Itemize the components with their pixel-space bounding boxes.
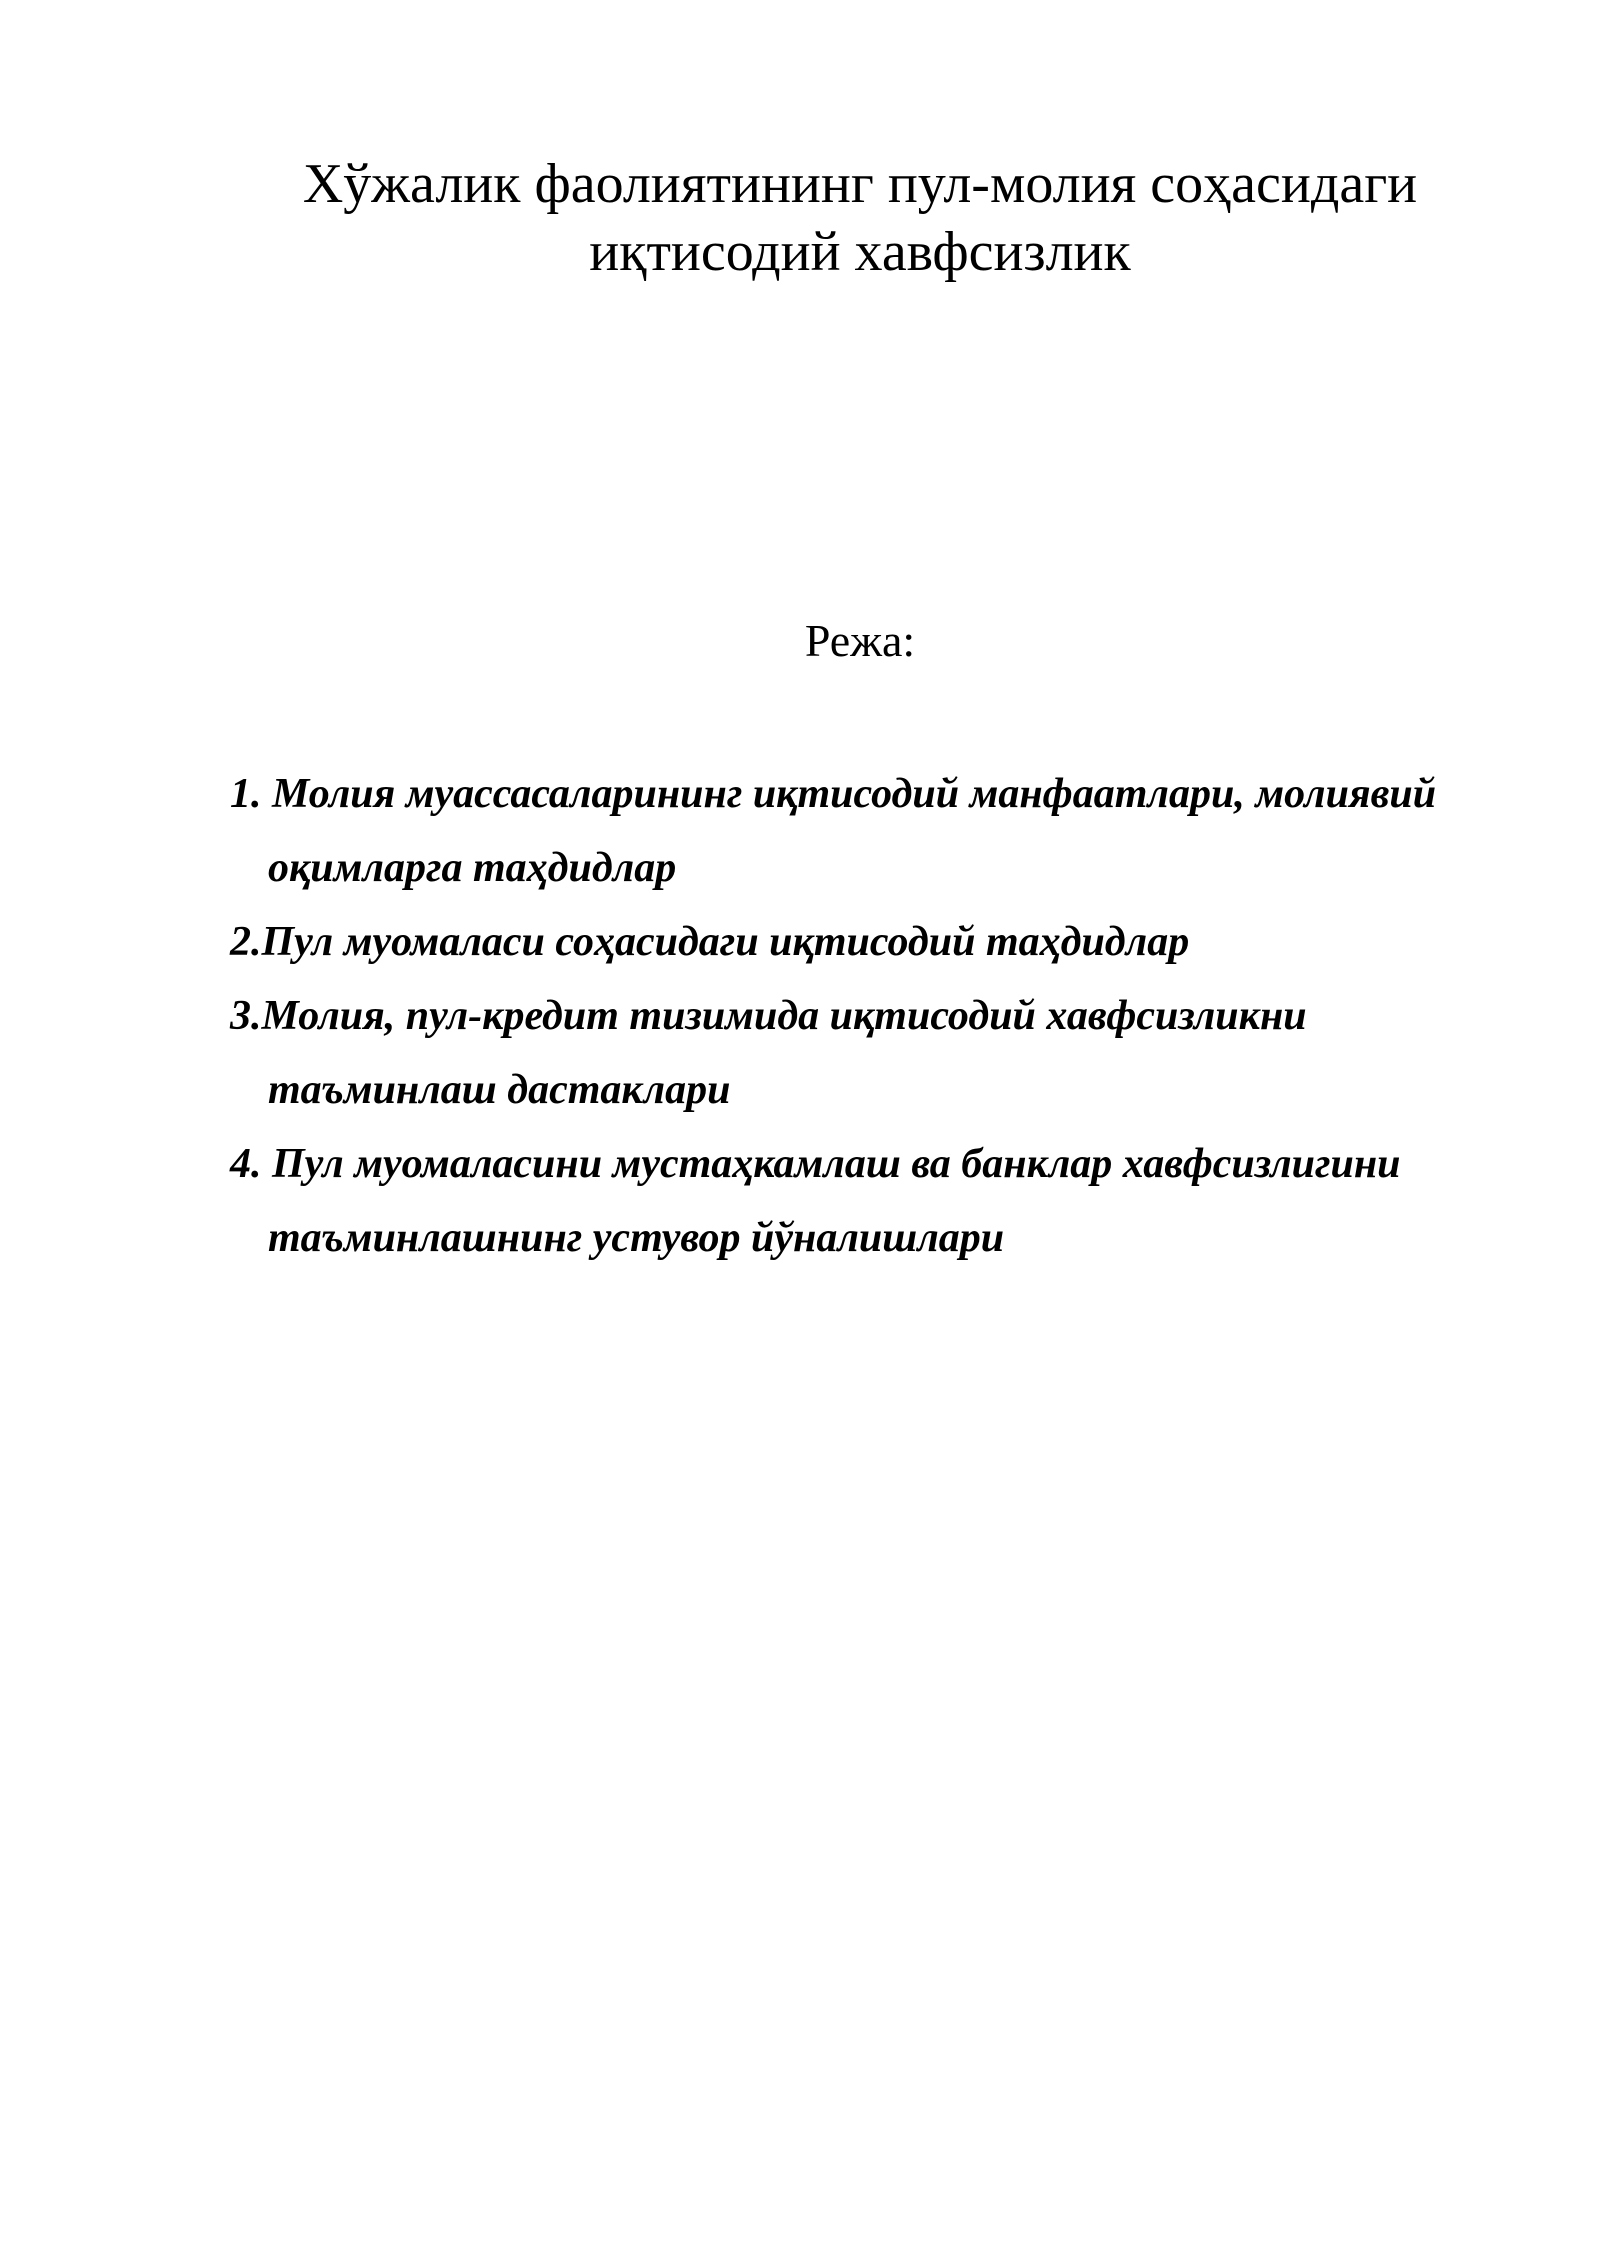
plan-item-1-line-1: 1. Молия муассасаларининг иқтисодий манфаатлари, молиявий [230, 771, 1437, 817]
plan-item-4-line-2: таъминлашнинг устувор йўналишлари [268, 1215, 1005, 1261]
title-line-1: Хўжалик фаолиятининг пул-молия соҳасидаги [302, 153, 1418, 215]
plan-heading: Режа: [804, 615, 916, 666]
plan-item-4-line-1: 4. Пул муомаласини мустаҳкамлаш ва банклар хавфсизлигини [230, 1141, 1401, 1187]
document-title [260, 150, 1460, 286]
plan-item-3-line-2: таъминлаш дастаклари [268, 1067, 731, 1113]
plan-item-1 [230, 757, 1530, 905]
plan-item-3-line-1: 3.Молия, пул-кредит тизимида иқтисодий хавфсизликни [230, 993, 1307, 1039]
plan-item-1-line-2: оқимларга таҳдидлар [268, 845, 677, 891]
plan-item-4 [230, 1127, 1530, 1275]
plan-list [230, 757, 1530, 1275]
plan-item-2-line-1: 2.Пул муомаласи соҳасидаги иқтисодий таҳдидлар [230, 919, 1190, 965]
title-line-2: иқтисодий хавфсизлик [589, 221, 1131, 283]
plan-item-2 [230, 905, 1530, 979]
plan-item-3 [230, 979, 1530, 1127]
